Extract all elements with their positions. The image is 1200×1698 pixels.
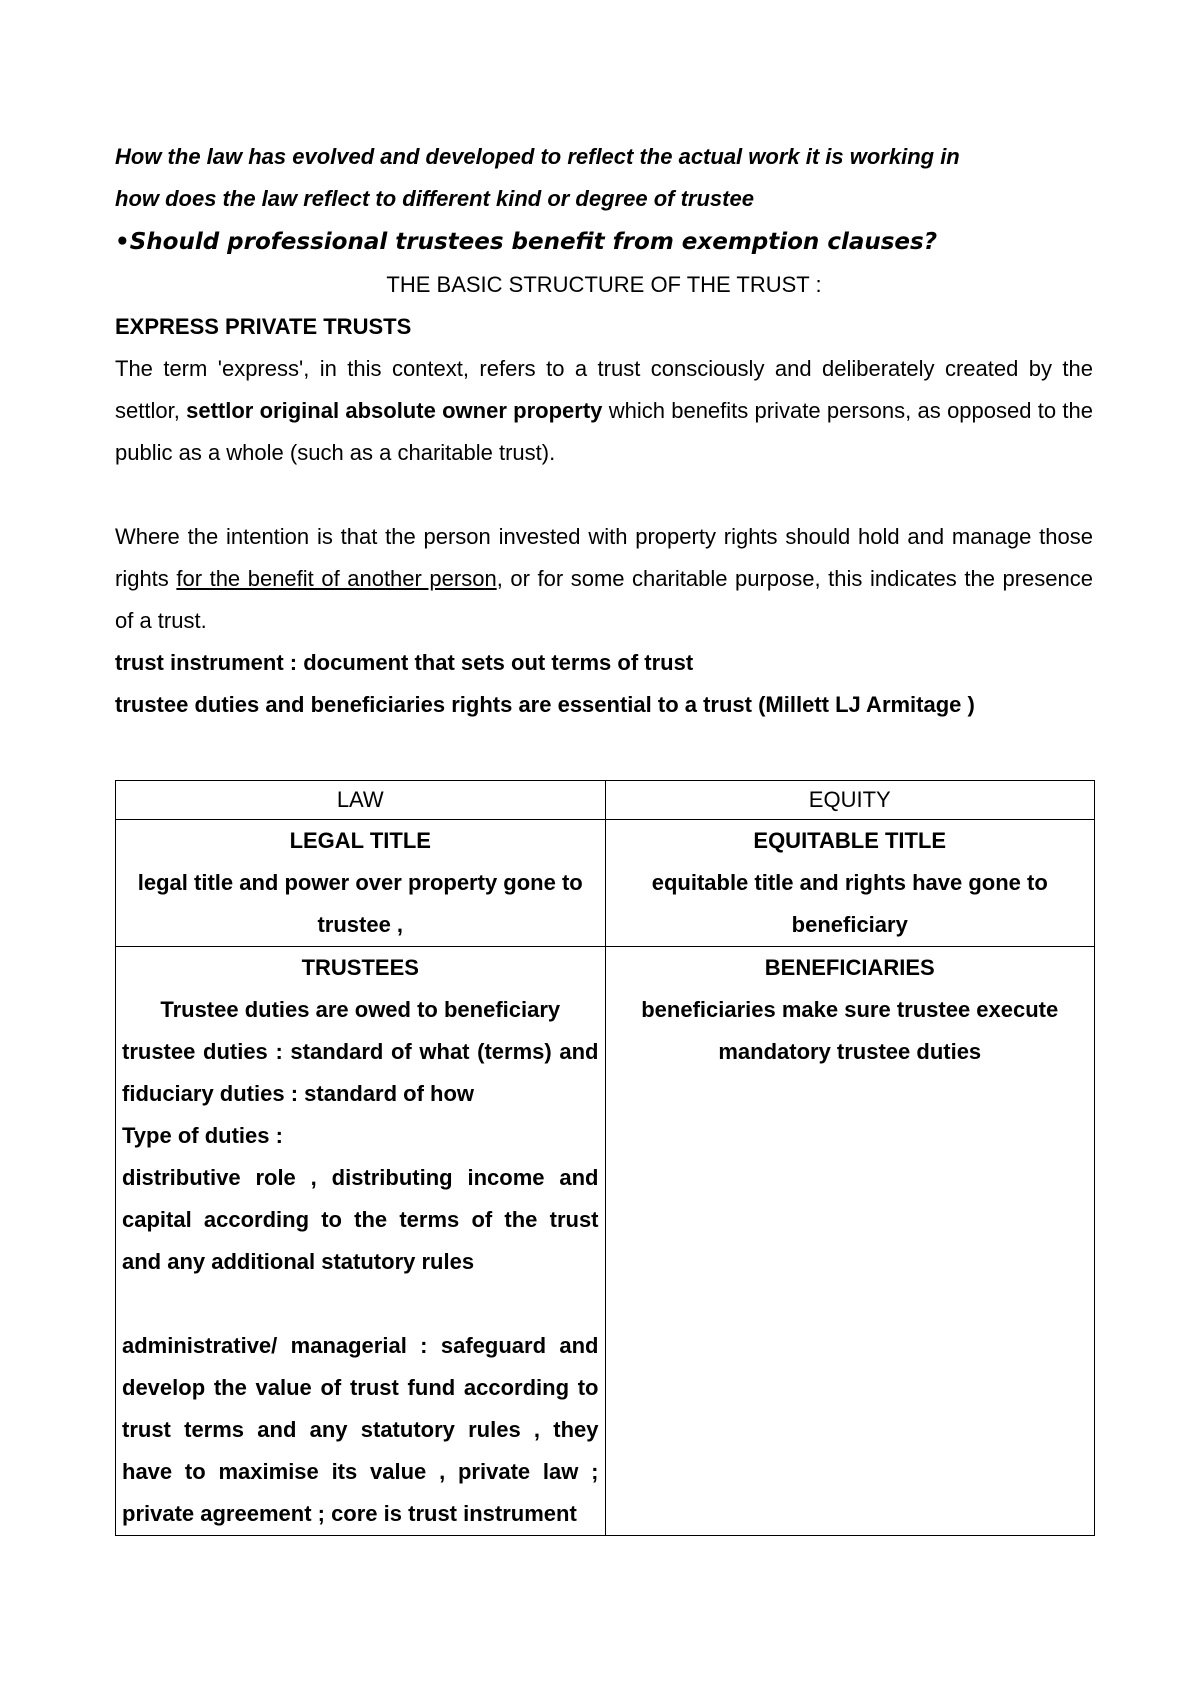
trustees-line-4: distributive role , distributing income and capital according to the terms of the trust and any additional statutory rules	[122, 1165, 599, 1274]
section-subheading: EXPRESS PRIVATE TRUSTS	[115, 314, 412, 339]
beneficiaries-text: beneficiaries make sure trustee execute mandatory trustee duties	[641, 997, 1059, 1064]
legal-title-text: legal title and power over property gone to trustee ,	[137, 870, 583, 937]
law-equity-table	[115, 780, 1095, 1536]
beneficiaries-heading: BENEFICIARIES	[764, 955, 935, 980]
beneficiaries-cell	[605, 947, 1095, 1536]
legal-title-heading: LEGAL TITLE	[289, 828, 431, 853]
para1-bold-term: settlor original absolute owner property	[186, 398, 603, 423]
para1-text-a: The term 'express', in this context, refers to a trust consciously and deliberately created by the settlor,	[115, 356, 1093, 423]
para2-text-a: Where the intention is that the person invested with property rights should hold and manage those rights	[115, 524, 1093, 591]
equitable-title-text: equitable title and rights have gone to beneficiary	[651, 870, 1048, 937]
table-row-parties	[116, 947, 1095, 1536]
para1-text-c: which benefits private persons, as opposed to the public as a whole (such as a charitable trust).	[115, 398, 1093, 465]
equitable-title-cell	[605, 820, 1095, 947]
spacer	[115, 726, 1093, 780]
exemption-question: •Should professional trustees benefit from exemption clauses?	[115, 229, 938, 255]
trustees-line-1: Trustee duties are owed to beneficiary	[160, 997, 561, 1022]
header-law: LAW	[116, 781, 606, 820]
legal-title-cell	[116, 820, 606, 947]
trust-instrument-line: trust instrument : document that sets out terms of trust	[115, 650, 694, 675]
trustees-line-2: trustee duties : standard of what (terms) and fiduciary duties : standard of how	[122, 1039, 599, 1106]
essential-duties-line: trustee duties and beneficiaries rights are essential to a trust (Millett LJ Armitage )	[115, 692, 975, 717]
document-content	[115, 136, 1093, 1536]
trust-intention-paragraph	[115, 516, 1093, 642]
trustees-cell	[116, 947, 606, 1536]
trustees-line-5: administrative/ managerial : safeguard and develop the value of trust fund according to trust terms and any statutory rules , they have to maximise its value , private law ; private agreement ; core is trust instrument	[122, 1333, 599, 1526]
intro-line-1: How the law has evolved and developed to reflect the actual work it is working in	[115, 144, 960, 169]
header-equity: EQUITY	[605, 781, 1095, 820]
para2-text-c: , or for some charitable purpose, this indicates the presence of a trust.	[115, 566, 1093, 633]
spacer	[122, 1283, 599, 1325]
table-header-row	[116, 781, 1095, 820]
table-row-title	[116, 820, 1095, 947]
spacer	[115, 474, 1093, 516]
express-trust-paragraph	[115, 348, 1093, 474]
trustees-line-3: Type of duties :	[122, 1123, 283, 1148]
equitable-title-heading: EQUITABLE TITLE	[753, 828, 947, 853]
intro-line-2: how does the law reflect to different kind or degree of trustee	[115, 186, 754, 211]
para2-underlined-phrase: for the benefit of another person	[176, 566, 497, 591]
section-heading: THE BASIC STRUCTURE OF THE TRUST :	[386, 272, 822, 297]
trustees-heading: TRUSTEES	[301, 955, 419, 980]
